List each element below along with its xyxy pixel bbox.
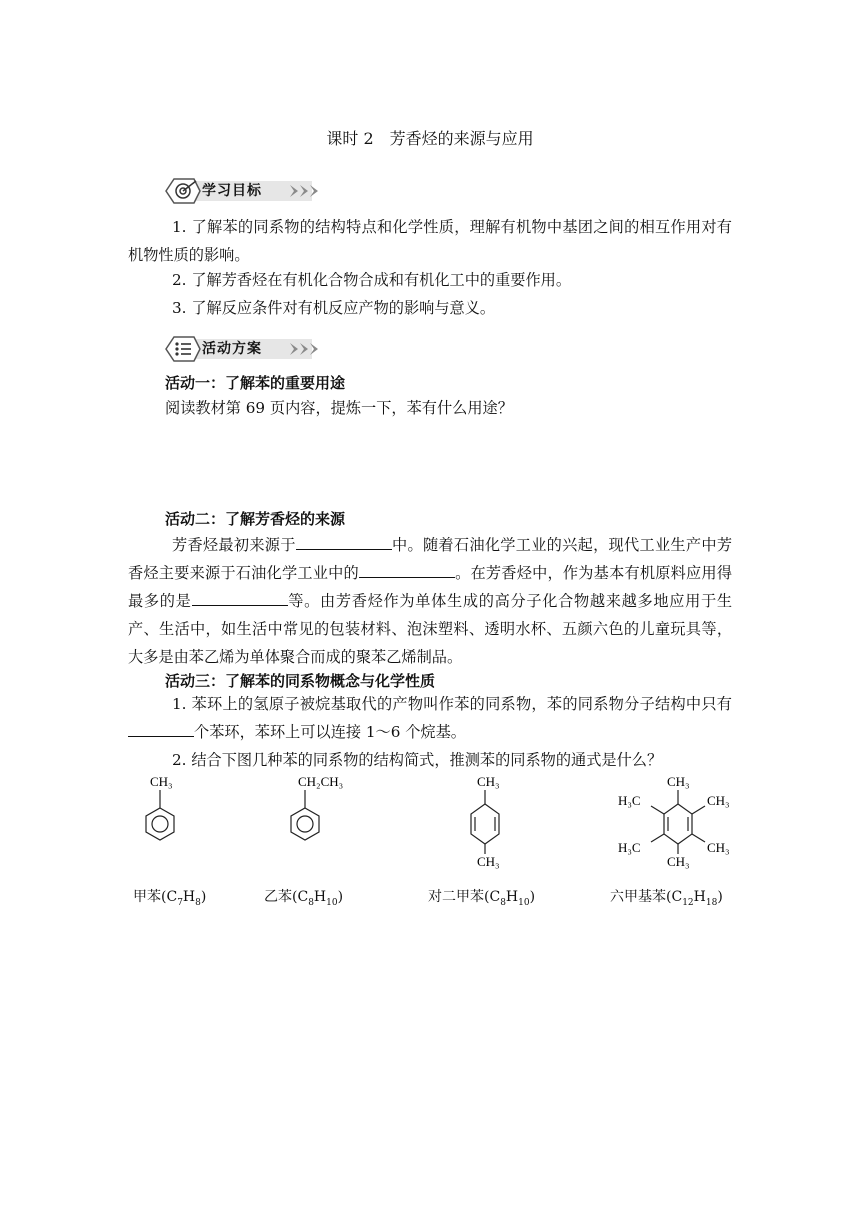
carbon-count: 8 — [308, 897, 314, 908]
activity-3-heading: 活动三：了解苯的同系物概念与化学性质 — [165, 672, 436, 690]
molecule-name: 甲苯 — [133, 889, 161, 905]
objective-1: 1. 了解苯的同系物的结构特点和化学性质，理解有机物中基团之间的相互作用对有机物性质的影响。 — [128, 218, 732, 264]
learning-objectives-banner — [162, 177, 327, 205]
carbon-count: 7 — [177, 897, 183, 908]
hydrogen-count: 10 — [326, 897, 338, 908]
text-run: 芳香烃最初来源于 — [172, 536, 296, 554]
p-xylene-structure — [455, 770, 525, 870]
activity-1-heading: 活动一：了解苯的重要用途 — [165, 374, 346, 392]
objective-2: 2. 了解芳香烃在有机化合物合成和有机化工中的重要作用。 — [172, 271, 572, 289]
fill-blank[interactable] — [296, 533, 392, 550]
carbon-count: 12 — [682, 897, 694, 908]
hydrogen-count: 10 — [518, 897, 530, 908]
hydrogen-count: 8 — [195, 897, 201, 908]
substituent-label: CH₃ — [150, 774, 173, 789]
banner-label: 学习目标 — [202, 183, 262, 199]
text-run: 1. 苯环上的氢原子被烷基取代的产物叫作苯的同系物，苯的同系物分子结构中只有 — [172, 695, 732, 713]
caption-ethylbenzene: 乙苯$(C_8H_{10})$ — [264, 889, 344, 908]
molecule-name: 乙苯 — [264, 889, 292, 905]
activity-2-heading: 活动二：了解芳香烃的来源 — [165, 510, 346, 528]
text-run: 。在芳香烃中，作为基本有机原料应用得最多的是 — [128, 564, 733, 610]
substituent-label: CH₃ — [667, 774, 690, 789]
toluene-structure — [128, 770, 198, 870]
molecule-name: 对二甲苯 — [428, 889, 484, 905]
text-run: 中。随着石油化学工业的兴起，现代工业生产中芳香烃主要来源于石油化学工业中的 — [128, 536, 733, 582]
banner-label: 活动方案 — [202, 341, 262, 357]
substituent-label: CH₃ — [707, 840, 730, 855]
substituent-label: H₃C — [618, 840, 641, 855]
caption-toluene: 甲苯$(C_7H_8)$ — [133, 889, 207, 908]
hexamethylbenzene-structure — [615, 770, 735, 870]
caption-hexamethylbenzene: 六甲基苯$(C_{12}H_{18})$ — [610, 889, 723, 908]
fill-blank[interactable] — [359, 561, 455, 578]
substituent-label: CH₃ — [667, 854, 690, 869]
activity-1-question: 阅读教材第 69 页内容，提炼一下，苯有什么用途？ — [165, 399, 513, 417]
ethylbenzene-structure — [283, 770, 373, 870]
activity-2-paragraph — [128, 531, 732, 671]
carbon-count: 8 — [500, 897, 506, 908]
activity-3-q1 — [128, 690, 732, 746]
substituent-label: CH₃ — [707, 793, 730, 808]
text-run: 个苯环，苯环上可以连接 1～6 个烷基。 — [194, 723, 466, 741]
substituent-label: CH₃ — [477, 854, 500, 869]
substituent-label: CH₃ — [477, 774, 500, 789]
activity-plan-banner — [162, 335, 327, 363]
hydrogen-count: 18 — [705, 897, 718, 908]
caption-p-xylene: 对二甲苯$(C_8H_{10})$ — [428, 889, 536, 908]
objective-3: 3. 了解反应条件对有机反应产物的影响与意义。 — [172, 299, 496, 317]
molecule-name: 六甲基苯 — [610, 889, 666, 905]
substituent-label: H₃C — [618, 793, 641, 808]
activity-3-q2: 2. 结合下图几种苯的同系物的结构简式，推测苯的同系物的通式是什么？ — [172, 751, 663, 769]
fill-blank[interactable] — [128, 720, 194, 737]
fill-blank[interactable] — [192, 589, 288, 606]
page-title: 课时 2 芳香烃的来源与应用 — [326, 129, 534, 148]
substituent-label: CH₂CH₃ — [298, 774, 344, 789]
text-run: 等。由芳香烃作为单体生成的高分子化合物越来越多地应用于生产、生活中，如生活中常见的包装材料、泡沫塑料、透明水杯、五颜六色的儿童玩具等，大多是由苯乙烯为单体聚合而成的聚苯乙烯制品。 — [128, 592, 732, 666]
